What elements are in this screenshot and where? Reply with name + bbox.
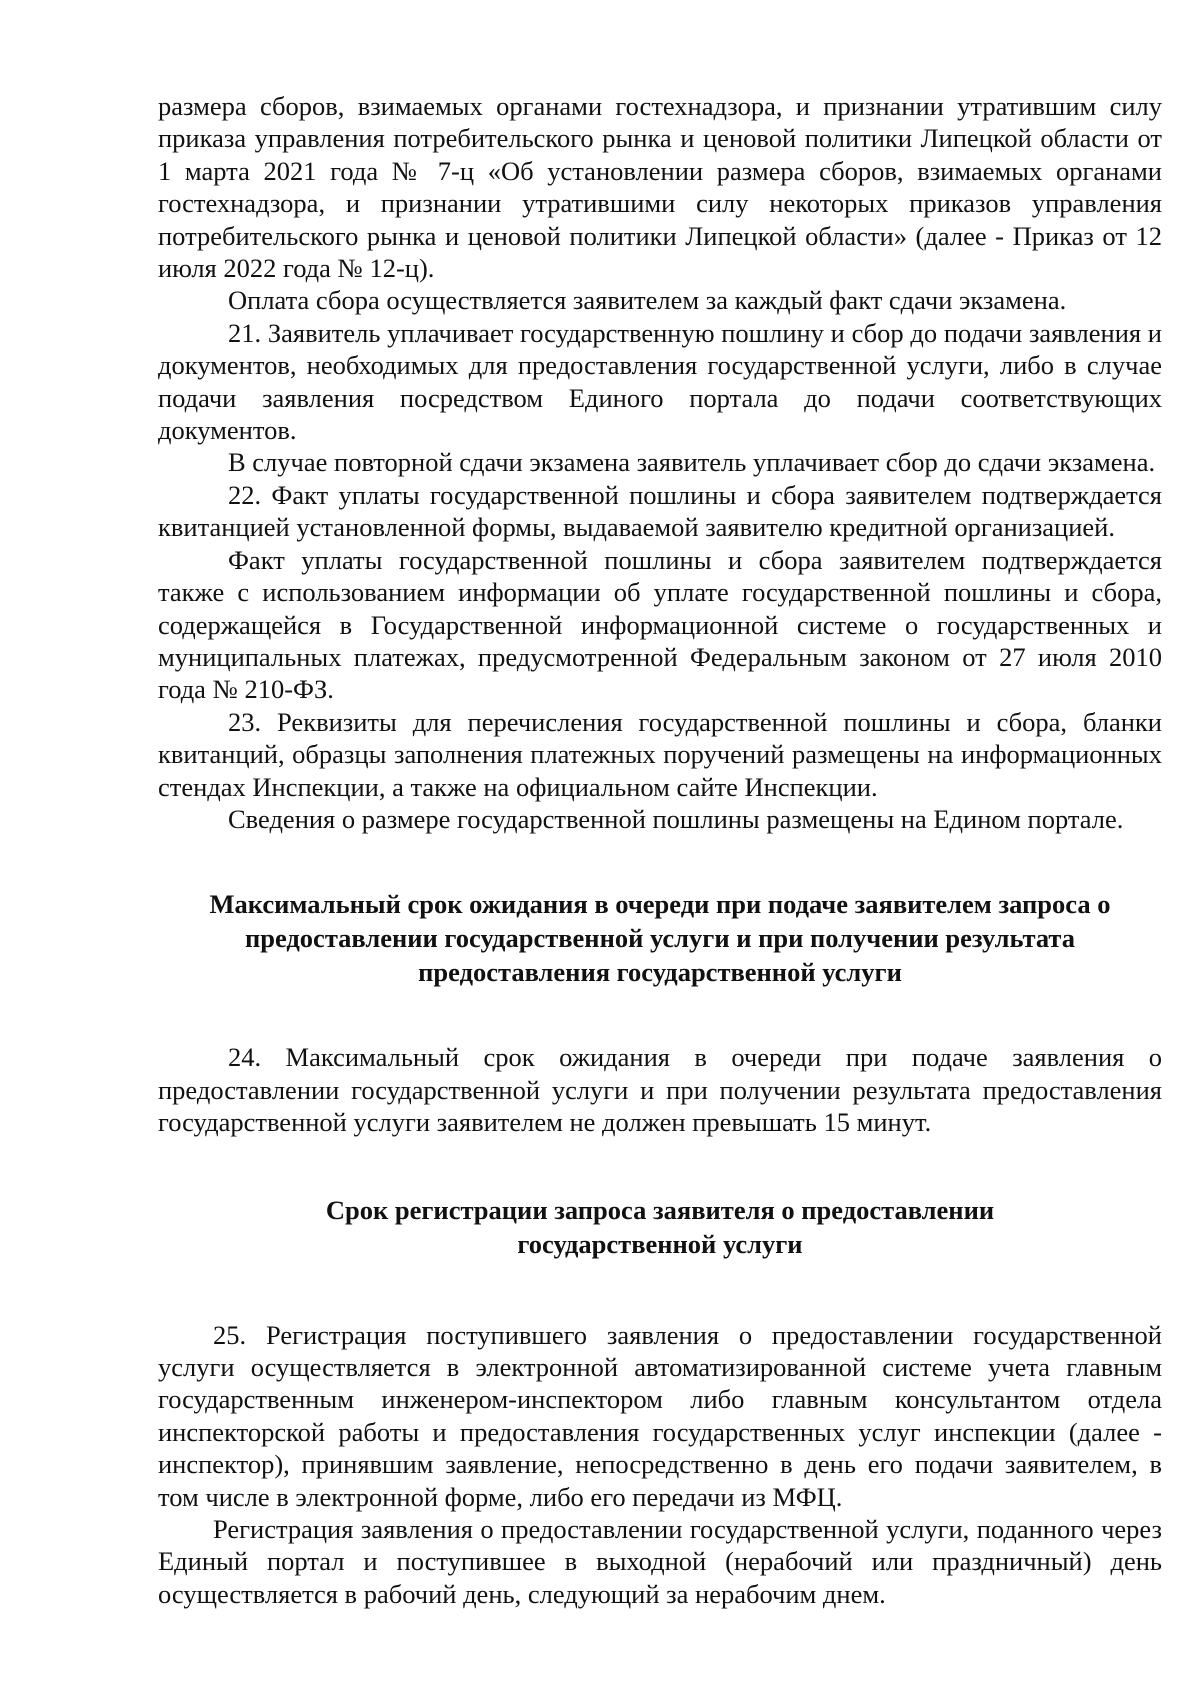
document-page xyxy=(158,90,1162,1610)
paragraph-registration-portal: Регистрация заявления о предоставлении государственной услуги, поданного через Единый портал и поступившее в выходной (нерабочий или праздничный) день осуществляется в рабочий день, следующий за нерабочим днем. xyxy=(158,1514,1162,1609)
paragraph-payment-confirmation: Факт уплаты государственной пошлины и сбора заявителем подтверждается также с использованием информации об уплате государственной пошлины и сбора, содержащейся в Государственной информационной системе о государственных и муниципальных платежах, предусмотренной Федеральным законом от 27 июля 2010 года № 210-ФЗ. xyxy=(158,544,1162,705)
paragraph-22: 22. Факт уплаты государственной пошлины и сбора заявителем подтверждается квитанцией установленной формы, выдаваемой заявителю кредитной организацией. xyxy=(158,479,1162,543)
paragraph-25: 25. Регистрация поступившего заявления о предоставлении государственной услуги осуществляется в электронной автоматизированной системе учета главным государственным инженером-инспектором либо главным консультантом отдела инспекторской работы и предоставления государственных услуг инспекции (далее - инспектор), принявшим заявление, непосредственно в день его подачи заявителем, в том числе в электронной форме, либо его передачи из МФЦ. xyxy=(158,1319,1162,1512)
paragraph-repeat-exam: В случае повторной сдачи экзамена заявитель уплачивает сбор до сдачи экзамена. xyxy=(228,447,1156,478)
paragraph-21: 21. Заявитель уплачивает государственную пошлину и сбор до подачи заявления и документов, необходимых для предоставления государственной услуги, либо в случае подачи заявления посредством Единого портала до подачи соответствующих документов. xyxy=(158,317,1162,446)
section-heading-waiting-time: Максимальный срок ожидания в очереди при подаче заявителем запроса о предоставлении государственной услуги и при получении результата предоставления государственной услуги xyxy=(209,889,1111,988)
paragraph-continuation: размера сборов, взимаемых органами гостехнадзора, и признании утратившим силу приказа управления потребительского рынка и ценовой политики Липецкой области от 1 марта 2021 года № 7-ц «Об установлении размера сборов, взимаемых органами гостехнадзора, и признании утратившими силу некоторых приказов управления потребительского рынка и ценовой политики Липецкой области» (далее - Приказ от 12 июля 2022 года № 12-ц). xyxy=(158,91,1162,284)
paragraph-fee-payment: Оплата сбора осуществляется заявителем за каждый факт сдачи экзамена. xyxy=(228,285,1067,316)
section-heading-registration xyxy=(158,1193,1162,1261)
paragraph-fee-info: Сведения о размере государственной пошлины размещены на Едином портале. xyxy=(228,803,1124,834)
paragraph-24: 24. Максимальный срок ожидания в очереди при подаче заявления о предоставлении государственной услуги и при получении результата предоставления государственной услуги заявителем не должен превышать 15 минут. xyxy=(158,1042,1162,1138)
section-heading-registration-line2: государственной услуги xyxy=(517,1228,803,1259)
paragraph-23: 23. Реквизиты для перечисления государственной пошлины и сбора, бланки квитанций, образцы заполнения платежных поручений размещены на информационных стендах Инспекции, а также на официальном сайте Инспекции. xyxy=(158,706,1162,802)
section-heading-registration-line1: Срок регистрации запроса заявителя о предоставлении xyxy=(325,1194,995,1225)
